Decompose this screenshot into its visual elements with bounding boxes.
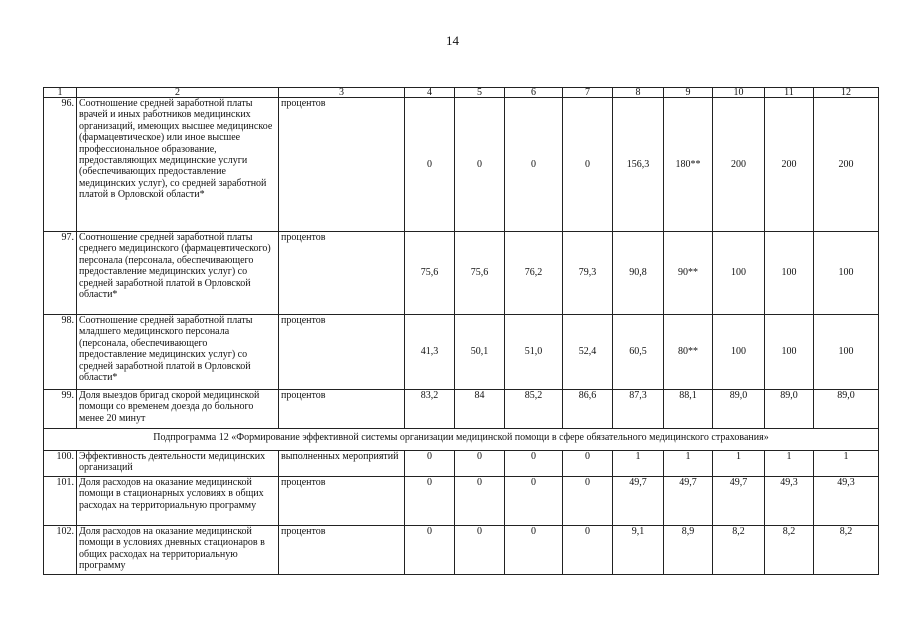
value-cell: 83,2 [405, 390, 455, 429]
col-header: 11 [765, 88, 814, 98]
value-cell: 0 [563, 526, 613, 575]
value-cell: 85,2 [505, 390, 563, 429]
value-cell: 0 [563, 98, 613, 232]
value-cell: 52,4 [563, 315, 613, 390]
value-cell: 100 [713, 232, 765, 315]
unit: процентов [279, 526, 405, 575]
row-number: 97. [44, 232, 77, 315]
value-cell: 0 [505, 477, 563, 526]
indicator-name: Соотношение средней заработной платы младшего медицинского персонала (персонала, обеспечивающего предоставление медицинских услуг) со средней заработной платой в Орловской области* [77, 315, 279, 390]
value-cell: 1 [814, 451, 879, 477]
column-number-row [44, 88, 879, 98]
col-header: 2 [77, 88, 279, 98]
col-header: 6 [505, 88, 563, 98]
table-row [44, 390, 879, 429]
col-header: 12 [814, 88, 879, 98]
value-cell: 0 [455, 98, 505, 232]
value-cell: 49,7 [613, 477, 664, 526]
col-header: 9 [664, 88, 713, 98]
col-header: 5 [455, 88, 505, 98]
value-cell: 8,2 [814, 526, 879, 575]
value-cell: 100 [765, 232, 814, 315]
table-row [44, 232, 879, 315]
table-row [44, 98, 879, 232]
value-cell: 200 [713, 98, 765, 232]
value-cell: 49,7 [713, 477, 765, 526]
value-cell: 100 [814, 232, 879, 315]
table-row [44, 526, 879, 575]
value-cell: 0 [505, 98, 563, 232]
value-cell: 0 [563, 451, 613, 477]
table-row [44, 315, 879, 390]
subprogram-title: Подпрограмма 12 «Формирование эффективной системы организации медицинской помощи в сфере обязательного медицинского страхования» [44, 429, 879, 451]
value-cell: 80** [664, 315, 713, 390]
indicator-name: Доля расходов на оказание медицинской помощи в стационарных условиях в общих расходах на территориальную программу [77, 477, 279, 526]
value-cell: 0 [405, 451, 455, 477]
value-cell: 1 [713, 451, 765, 477]
indicator-name: Эффективность деятельности медицинских организаций [77, 451, 279, 477]
value-cell: 100 [713, 315, 765, 390]
value-cell: 0 [455, 477, 505, 526]
value-cell: 88,1 [664, 390, 713, 429]
subprogram-row [44, 429, 879, 451]
page-number: 14 [446, 33, 459, 48]
unit: процентов [279, 315, 405, 390]
value-cell: 84 [455, 390, 505, 429]
value-cell: 1 [613, 451, 664, 477]
unit: процентов [279, 477, 405, 526]
indicator-name: Доля выездов бригад скорой медицинской помощи со временем доезда до больного менее 20 минут [77, 390, 279, 429]
value-cell: 200 [765, 98, 814, 232]
col-header: 10 [713, 88, 765, 98]
value-cell: 75,6 [455, 232, 505, 315]
value-cell: 1 [765, 451, 814, 477]
value-cell: 8,2 [713, 526, 765, 575]
value-cell: 0 [455, 526, 505, 575]
value-cell: 0 [405, 526, 455, 575]
value-cell: 180** [664, 98, 713, 232]
indicator-name: Соотношение средней заработной платы среднего медицинского (фармацевтического) персонала (персонала, обеспечивающего предоставление медицинских услуг) со средней заработной платой в Орловской области* [77, 232, 279, 315]
value-cell: 75,6 [405, 232, 455, 315]
value-cell: 0 [563, 477, 613, 526]
value-cell: 8,9 [664, 526, 713, 575]
value-cell: 89,0 [713, 390, 765, 429]
value-cell: 49,3 [765, 477, 814, 526]
col-header: 7 [563, 88, 613, 98]
value-cell: 41,3 [405, 315, 455, 390]
unit: процентов [279, 232, 405, 315]
table-row [44, 451, 879, 477]
value-cell: 90** [664, 232, 713, 315]
unit: процентов [279, 390, 405, 429]
value-cell: 100 [765, 315, 814, 390]
row-number: 96. [44, 98, 77, 232]
value-cell: 8,2 [765, 526, 814, 575]
col-header: 1 [44, 88, 77, 98]
value-cell: 89,0 [814, 390, 879, 429]
value-cell: 79,3 [563, 232, 613, 315]
value-cell: 86,6 [563, 390, 613, 429]
value-cell: 200 [814, 98, 879, 232]
col-header: 8 [613, 88, 664, 98]
value-cell: 0 [405, 477, 455, 526]
indicators-table [43, 87, 879, 575]
indicator-name: Соотношение средней заработной платы врачей и иных работников медицинских организаций, имеющих высшее медицинское (фармацевтическое) или иное высшее профессиональное образование, предоставляющих медицинские услуги (обеспечивающих предоставление медицинских услуг), со средней заработной платой в Орловской области* [77, 98, 279, 232]
col-header: 4 [405, 88, 455, 98]
table-row [44, 477, 879, 526]
unit: выполненных мероприятий [279, 451, 405, 477]
row-number: 100. [44, 451, 77, 477]
value-cell: 0 [405, 98, 455, 232]
value-cell: 49,7 [664, 477, 713, 526]
indicator-name: Доля расходов на оказание медицинской помощи в условиях дневных стационаров в общих расходах на территориальную программу [77, 526, 279, 575]
value-cell: 87,3 [613, 390, 664, 429]
value-cell: 76,2 [505, 232, 563, 315]
value-cell: 100 [814, 315, 879, 390]
value-cell: 50,1 [455, 315, 505, 390]
value-cell: 156,3 [613, 98, 664, 232]
col-header: 3 [279, 88, 405, 98]
value-cell: 60,5 [613, 315, 664, 390]
value-cell: 0 [505, 451, 563, 477]
row-number: 102. [44, 526, 77, 575]
value-cell: 9,1 [613, 526, 664, 575]
value-cell: 0 [505, 526, 563, 575]
value-cell: 49,3 [814, 477, 879, 526]
value-cell: 89,0 [765, 390, 814, 429]
value-cell: 51,0 [505, 315, 563, 390]
unit: процентов [279, 98, 405, 232]
value-cell: 90,8 [613, 232, 664, 315]
value-cell: 1 [664, 451, 713, 477]
row-number: 101. [44, 477, 77, 526]
value-cell: 0 [455, 451, 505, 477]
row-number: 99. [44, 390, 77, 429]
row-number: 98. [44, 315, 77, 390]
